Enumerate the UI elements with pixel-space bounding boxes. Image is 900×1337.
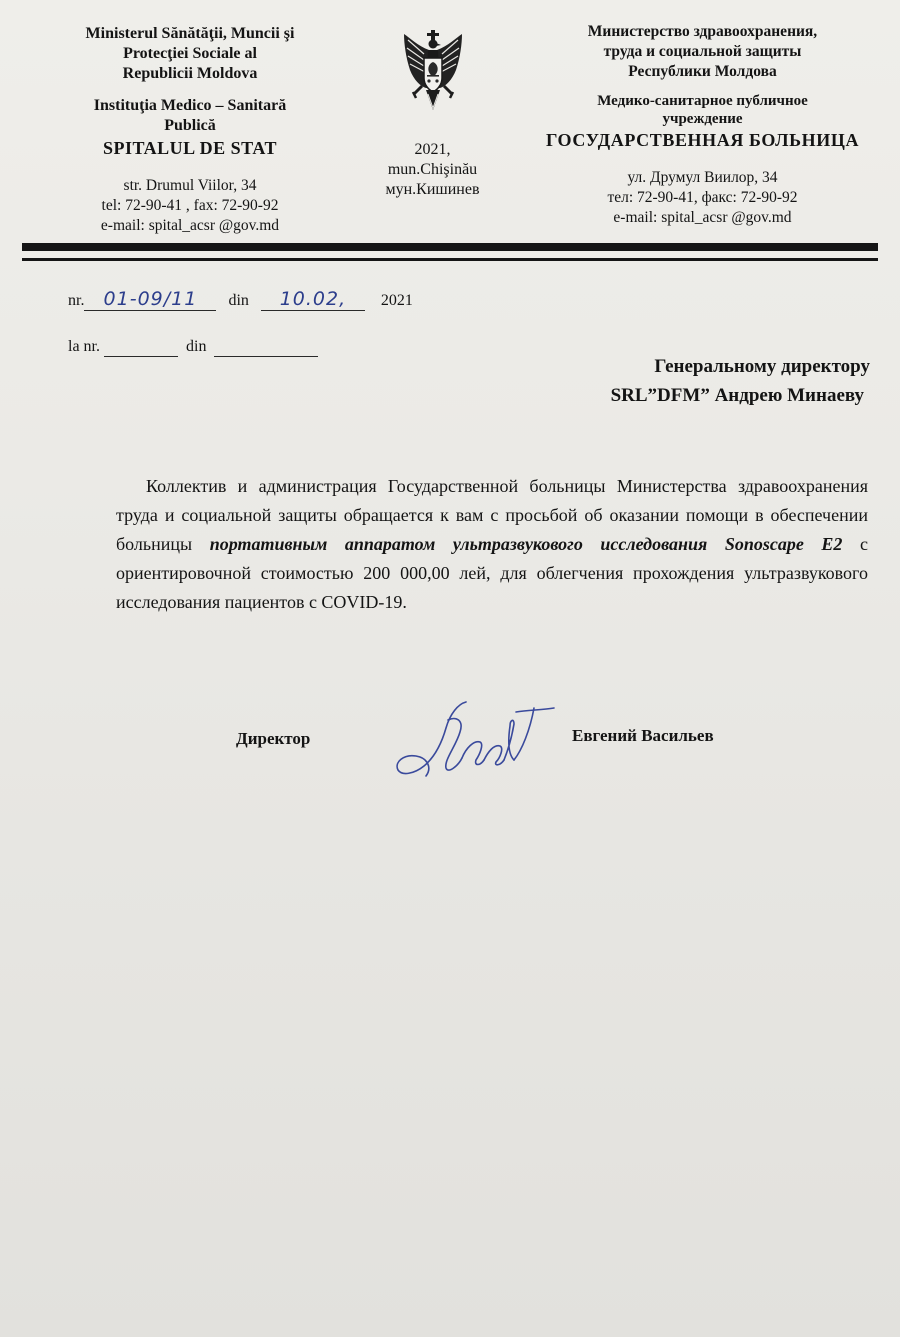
contact-block-ro (45, 176, 335, 236)
header-divider-thin (22, 258, 878, 261)
phone-ru: тел: 72-90-41, факс: 72-90-92 (607, 189, 798, 206)
moldova-coat-of-arms-icon (400, 28, 466, 112)
header-left-romanian (45, 24, 335, 236)
reference-year: 2021 (380, 292, 413, 309)
email-ro: e-mail: spital_acsr @gov.md (100, 217, 280, 234)
reference-number-field (84, 288, 216, 311)
place-and-year (345, 140, 520, 200)
header-center (345, 28, 520, 200)
header-divider-thick (22, 243, 878, 251)
institution-type-ro: Instituţia Medico – Sanitară Publică (93, 97, 287, 134)
signatory-title: Директор (236, 729, 311, 748)
la-nr-label: la nr. (68, 338, 100, 355)
reference-date: 10.02, (279, 288, 347, 310)
handwritten-signature-icon (388, 690, 558, 790)
body-part-2: с ориентировочной стоимостью 200 000,00 лей, для облегчения прохождения ультразвукового исследования пациентов с COVID-19. (116, 534, 868, 612)
din2-label: din (186, 338, 207, 355)
addressee-block (370, 352, 870, 410)
nr-label: nr. (68, 292, 85, 309)
incoming-number-field (104, 338, 178, 357)
city-ru: мун.Кишинев (385, 181, 480, 198)
device-name-emphasis: портативным аппаратом ультразвукового исследования Sonoscape E2 (209, 534, 843, 554)
outgoing-reference (68, 288, 413, 311)
address-ro: str. Drumul Viilor, 34 (123, 177, 257, 194)
incoming-reference (68, 338, 318, 357)
body-part-1: Коллектив и администрация Государственной больницы Министерства здравоохранения труда и социальной защиты обращается к вам с просьбой об оказании помощи в обеспечении больницы (116, 476, 868, 554)
address-ru: ул. Друмул Виилор, 34 (627, 169, 778, 186)
ministry-name-ru: Министерство здравоохранения, труда и социальной защиты Республики Молдова (587, 23, 818, 80)
contact-block-ru (530, 168, 875, 228)
signatory-name: Евгений Васильев (572, 726, 714, 745)
din-label: din (228, 292, 249, 309)
addressee-title: Генеральному директору (654, 356, 870, 377)
date-field (261, 288, 365, 311)
hospital-name-ro: SPITALUL DE STAT (102, 138, 278, 158)
header-right-russian (530, 22, 875, 228)
hospital-name-ru: ГОСУДАРСТВЕННАЯ БОЛЬНИЦА (545, 130, 860, 150)
incoming-date-field (214, 338, 318, 357)
institution-type-ru: Медико-санитарное публичное учреждение (597, 93, 808, 127)
phone-ro: tel: 72-90-41 , fax: 72-90-92 (101, 197, 279, 214)
city-ro: mun.Chişinău (387, 161, 478, 178)
reference-number: 01-09/11 (103, 288, 198, 310)
email-ru: e-mail: spital_acsr @gov.md (613, 209, 792, 226)
addressee-name: SRL”DFM” Андрею Минаеву (610, 385, 864, 406)
letter-body (116, 472, 868, 617)
ministry-name-ro: Ministerul Sănătăţii, Muncii şi Protecţiei Sociale al Republicii Moldova (85, 25, 295, 82)
year: 2021, (414, 141, 451, 158)
